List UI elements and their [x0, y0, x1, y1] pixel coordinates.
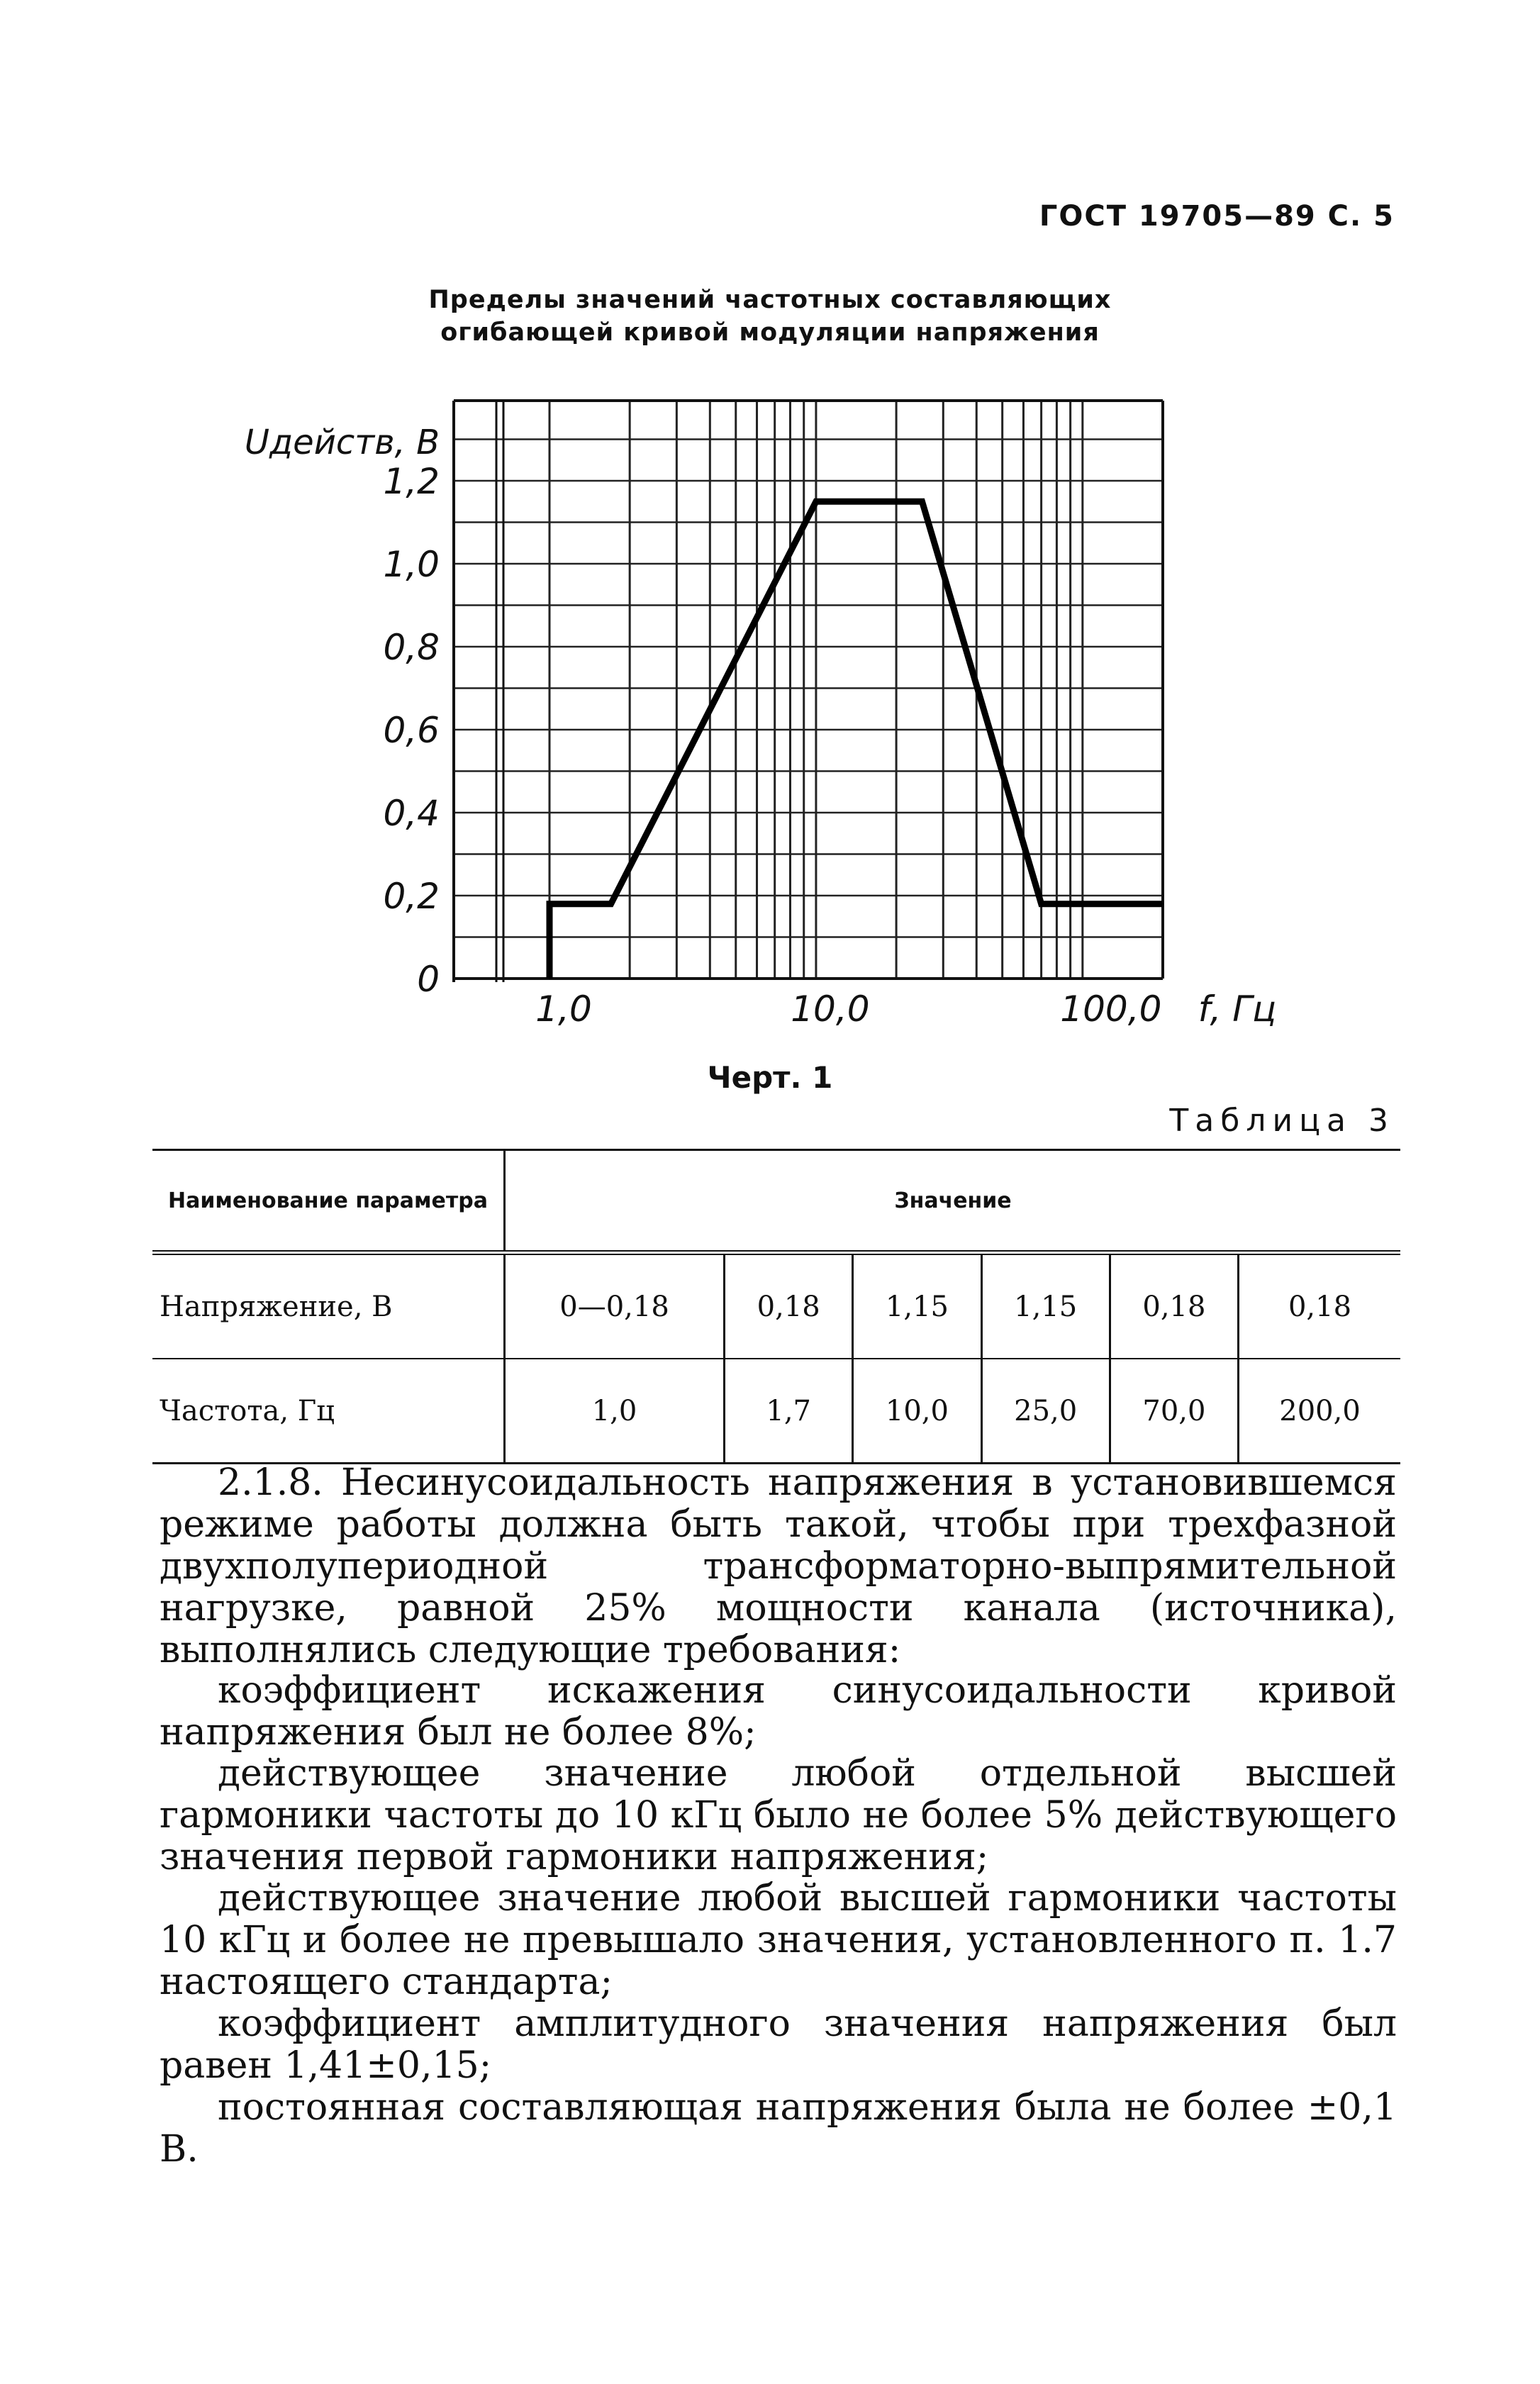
table-cell: 1,7: [725, 1359, 853, 1464]
x-tick-label: 10,0: [791, 988, 870, 1030]
paragraph-amplitude: коэффициент амплитудного значения напряжения был равен 1,41±0,15;: [160, 2003, 1397, 2087]
y-tick-label: 0,8: [383, 627, 440, 668]
series-point: [549, 903, 550, 905]
paragraph-distortion: коэффициент искажения синусоидальности кривой напряжения был не более 8%;: [160, 1669, 1397, 1754]
figure-label: Черт. 1: [707, 1060, 833, 1095]
y-tick-label: 1,0: [383, 544, 440, 585]
table-cell: 0,18: [1110, 1253, 1238, 1359]
paragraph-2-1-8: 2.1.8. Несинусоидальность напряжения в установившемся режиме работы должна быть такой, чтобы при трехфазной двухполупериодной трансформаторно-выпрямительной нагрузке, равной 25% мощности канала (источника), выполнялись следующие требования:: [160, 1461, 1397, 1671]
row-frequency-name: Частота, Гц: [152, 1359, 505, 1464]
frequency-chart: [0, 0, 1540, 1049]
series-point: [549, 978, 550, 979]
table-cell: 25,0: [981, 1359, 1110, 1464]
page-header: ГОСТ 19705—89 С. 5: [1039, 200, 1395, 233]
header-name: Наименование параметра: [167, 1188, 488, 1213]
header-value: Значение: [505, 1150, 1401, 1253]
row-voltage-name: Напряжение, В: [160, 1290, 393, 1323]
parameters-table: [152, 1149, 1400, 1464]
y-tick-label: 0,6: [383, 710, 440, 751]
paragraph-dc-component: постоянная составляющая напряжения была не более ±0,1 В.: [160, 2086, 1397, 2171]
x-tick-label: 100,0: [1060, 988, 1162, 1030]
table-cell: 1,15: [853, 1253, 981, 1359]
figure-caption-line1: Пределы значений частотных составляющих: [428, 286, 1112, 314]
table-row: [152, 1253, 1400, 1359]
figure-caption-line2: огибающей кривой модуляции напряжения: [440, 318, 1100, 347]
table-cell: 0,18: [1239, 1253, 1400, 1359]
paragraph-harmonic-above: действующее значение любой высшей гармоники частоты 10 кГц и более не превышало значения, установленного п. 1.7 настоящего стандарта;: [160, 1877, 1397, 2003]
table-cell: 1,0: [505, 1359, 725, 1464]
y-tick-label: 0: [417, 959, 440, 1000]
y-tick-label: 0,2: [383, 876, 440, 917]
x-tick-label: 1,0: [535, 988, 592, 1030]
table-row: [152, 1359, 1400, 1464]
x-axis-label: f, Гц: [1198, 988, 1277, 1030]
y-tick-label: 0,4: [383, 793, 440, 834]
series-point: [1162, 903, 1164, 905]
chart-labels: [245, 423, 1276, 1030]
y-tick-label: 1,2: [383, 461, 440, 502]
paragraph-harmonic-10khz: действующее значение любой отдельной высшей гармоники частоты до 10 кГц было не более 5% действующего значения первой гармоники напряжения;: [160, 1752, 1397, 1878]
table-title: Таблица 3: [1169, 1103, 1395, 1139]
table-cell: 1,15: [981, 1253, 1110, 1359]
table-cell: 70,0: [1110, 1359, 1238, 1464]
chart-grid: [454, 401, 1163, 979]
series-point: [815, 501, 817, 502]
table-header-row: [152, 1150, 1400, 1253]
table-cell: 200,0: [1239, 1359, 1400, 1464]
series-point: [922, 501, 923, 502]
series-point: [1041, 903, 1042, 905]
table-cell: 0,18: [725, 1253, 853, 1359]
series-point: [610, 903, 612, 905]
table-cell: 0—0,18: [505, 1253, 725, 1359]
y-axis-label: Uдейств, В: [244, 423, 440, 462]
table-cell: 10,0: [853, 1359, 981, 1464]
